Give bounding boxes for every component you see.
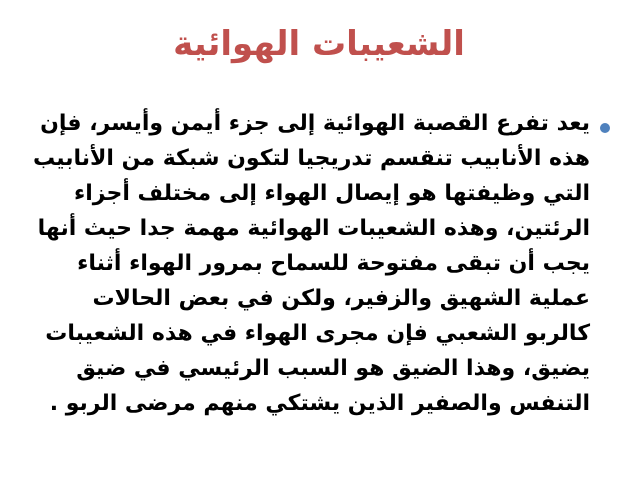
slide-title: الشعيبات الهوائية xyxy=(173,24,465,64)
paragraph-line: هذه الأنابيب تنقسم تدريجيا لتكون شبكة من الأنابيب xyxy=(33,146,590,171)
paragraph-line: يعد تفرع القصبة الهوائية إلى جزء أيمن وأيسر، فإن xyxy=(40,111,590,136)
paragraph-line: التنفس والصفير الذين يشتكي منهم مرضى الربو . xyxy=(49,391,590,416)
paragraph-line: كالربو الشعبي فإن مجرى الهواء في هذه الشعيبات xyxy=(45,321,590,346)
paragraph-line: يجب أن تبقى مفتوحة للسماح بمرور الهواء أثناء xyxy=(77,251,590,276)
paragraph-line: يضيق، وهذا الضيق هو السبب الرئيسي في ضيق xyxy=(76,356,590,381)
paragraph-line: التي وظيفتها هو إيصال الهواء إلى مختلف أجزاء xyxy=(74,181,590,206)
bullet-paragraph xyxy=(25,106,610,421)
paragraph-text xyxy=(25,106,590,421)
paragraph-line: عملية الشهيق والزفير، ولكن في بعض الحالات xyxy=(92,286,590,311)
bullet-dot-icon xyxy=(600,123,610,133)
paragraph-line: الرئتين، وهذه الشعيبات الهوائية مهمة جدا حيث أنها xyxy=(37,216,590,241)
